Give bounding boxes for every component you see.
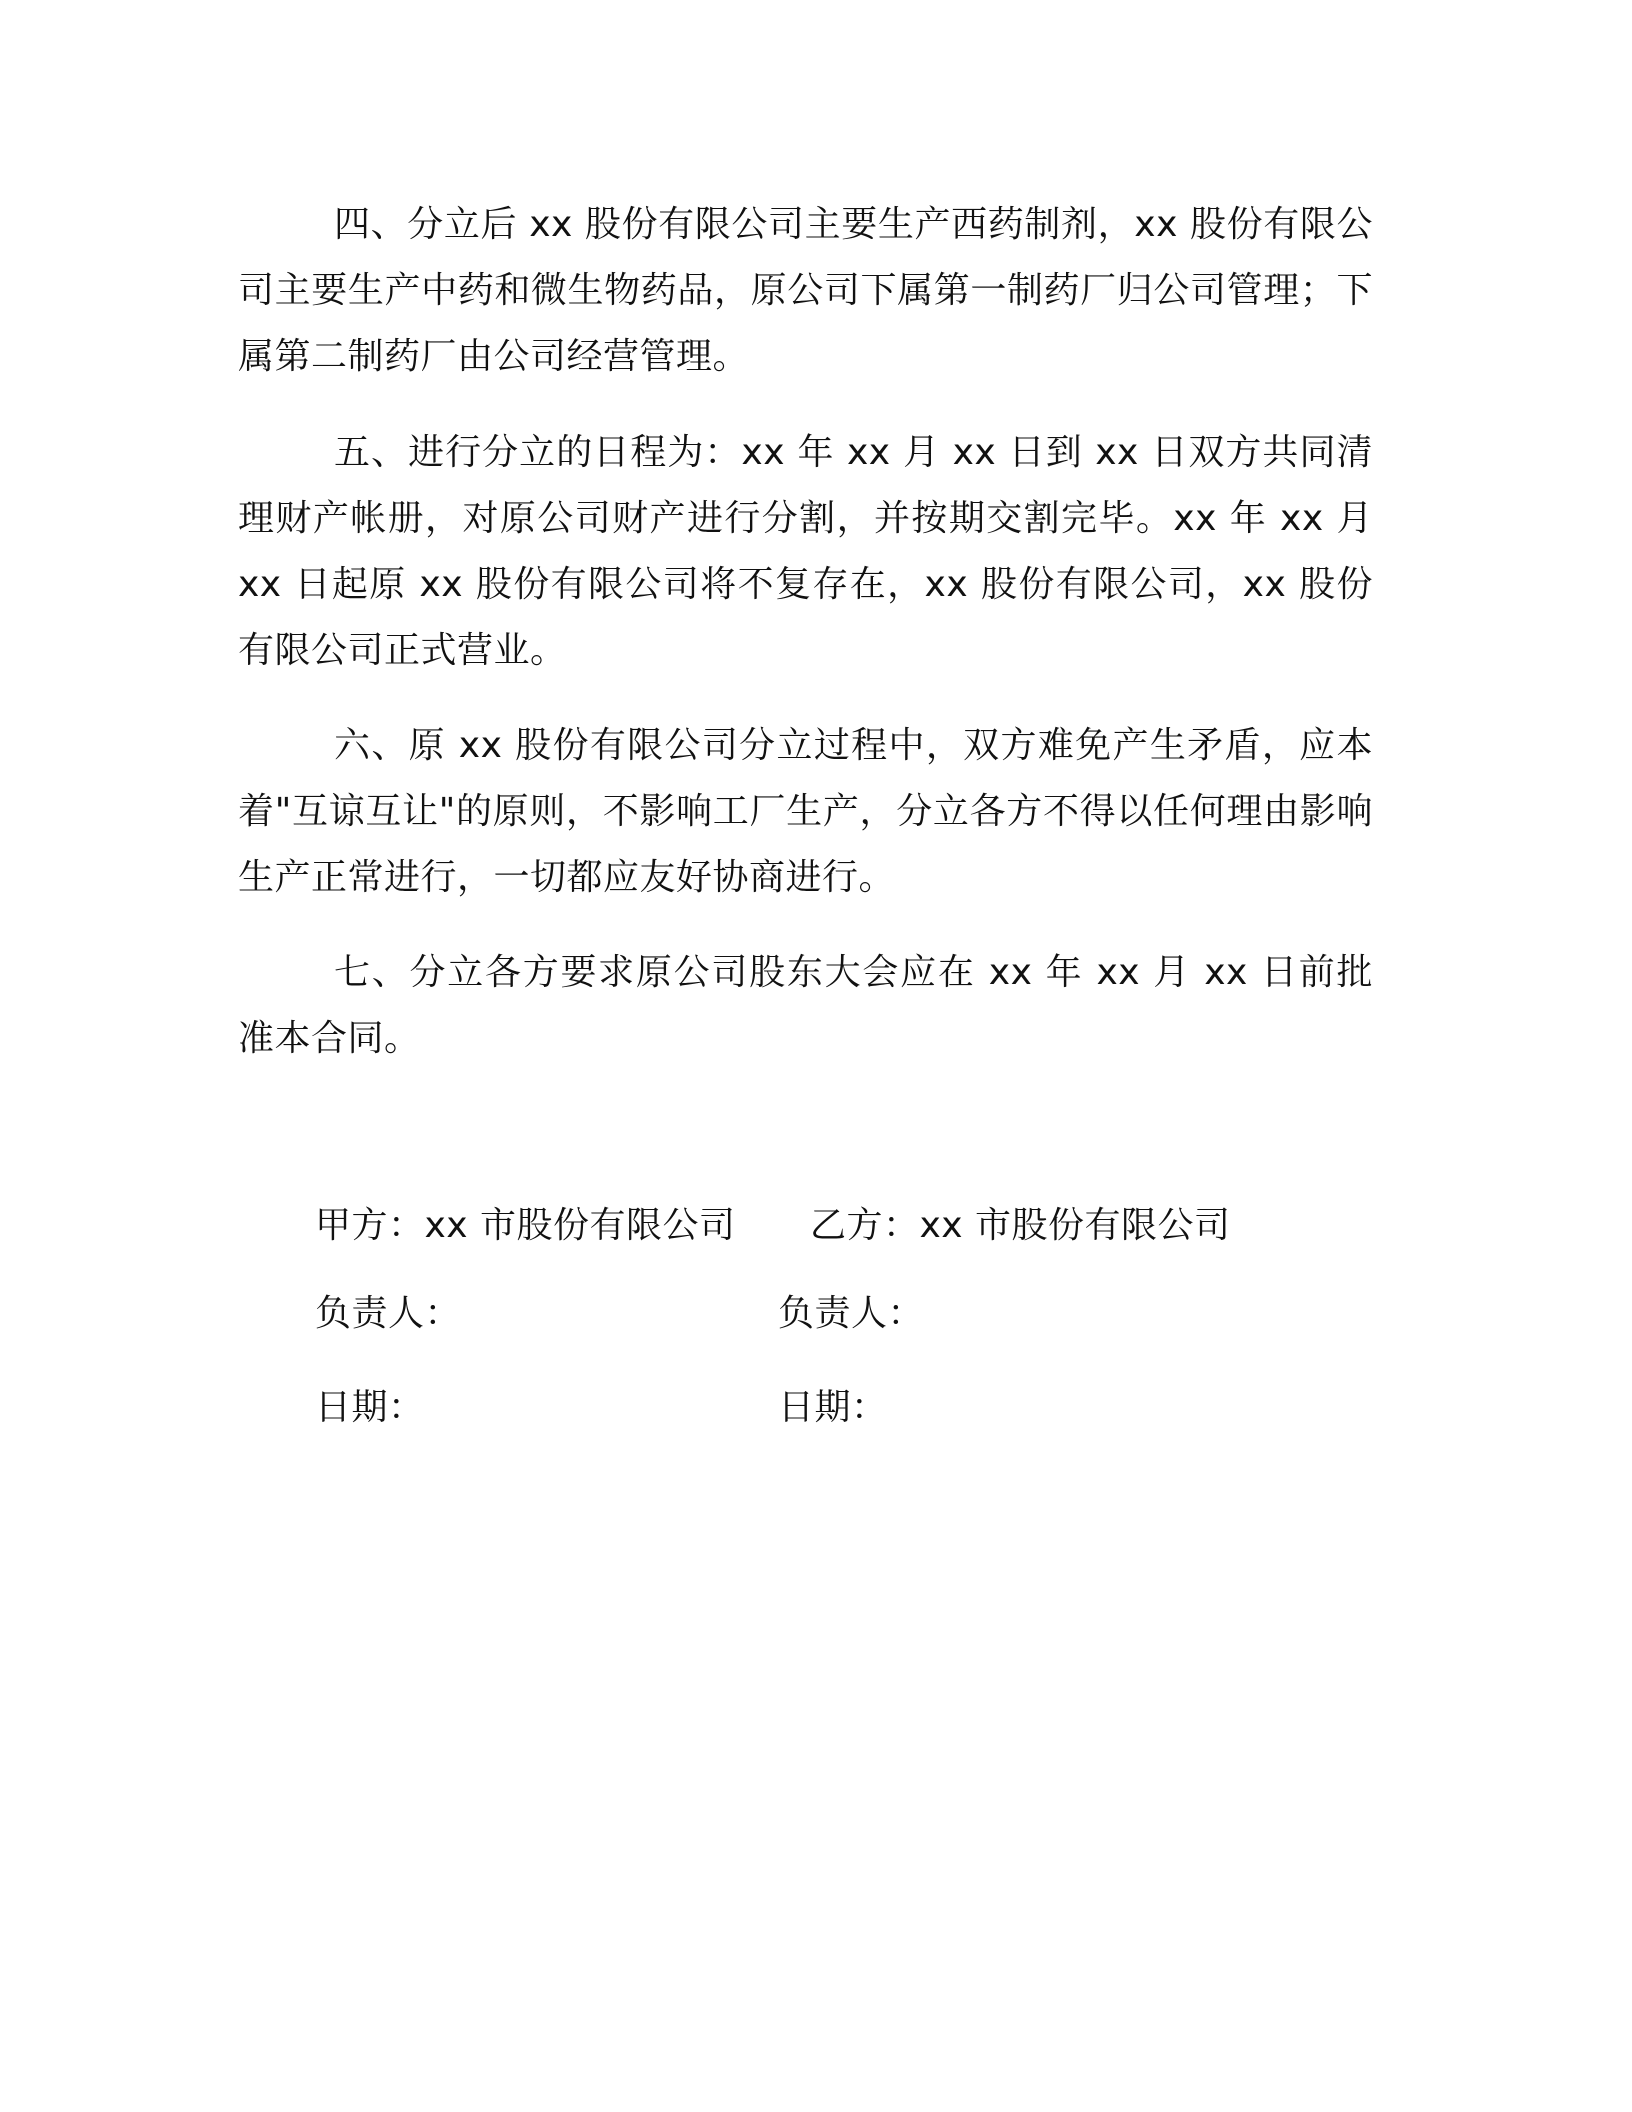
party-b-leader-label: 负责人： [778, 1293, 925, 1334]
clause-6-paragraph: 六、原 xx 股份有限公司分立过程中，双方难免产生矛盾，应本着"互谅互让"的原则，不影响工厂生产，分立各方不得以任何理由影响生产正常进行，一切都应友好协商进行。 [238, 725, 1373, 898]
clause-5-paragraph: 五、进行分立的日程为：xx 年 xx 月 xx 日到 xx 日双方共同清理财产帐册，对原公司财产进行分割，并按期交割完毕。xx 年 xx 月 xx 日起原 xx 股份有限公司将不复存在，xx 股份有限公司，xx 股份有限公司正式营业。 [238, 432, 1373, 671]
party-b-label: 乙方：xx 市股份有限公司 [810, 1205, 1231, 1246]
party-b-date-label: 日期： [778, 1387, 888, 1428]
party-a-date-label: 日期： [315, 1387, 425, 1428]
clause-7-paragraph: 七、分立各方要求原公司股东大会应在 xx 年 xx 月 xx 日前批准本合同。 [238, 952, 1373, 1059]
clause-4-paragraph: 四、分立后 xx 股份有限公司主要生产西药制剂，xx 股份有限公司主要生产中药和微生物药品，原公司下属第一制药厂归公司管理；下属第二制药厂由公司经营管理。 [238, 204, 1373, 377]
party-a-label: 甲方：xx 市股份有限公司 [315, 1205, 736, 1246]
party-a-leader-label: 负责人： [315, 1293, 462, 1334]
